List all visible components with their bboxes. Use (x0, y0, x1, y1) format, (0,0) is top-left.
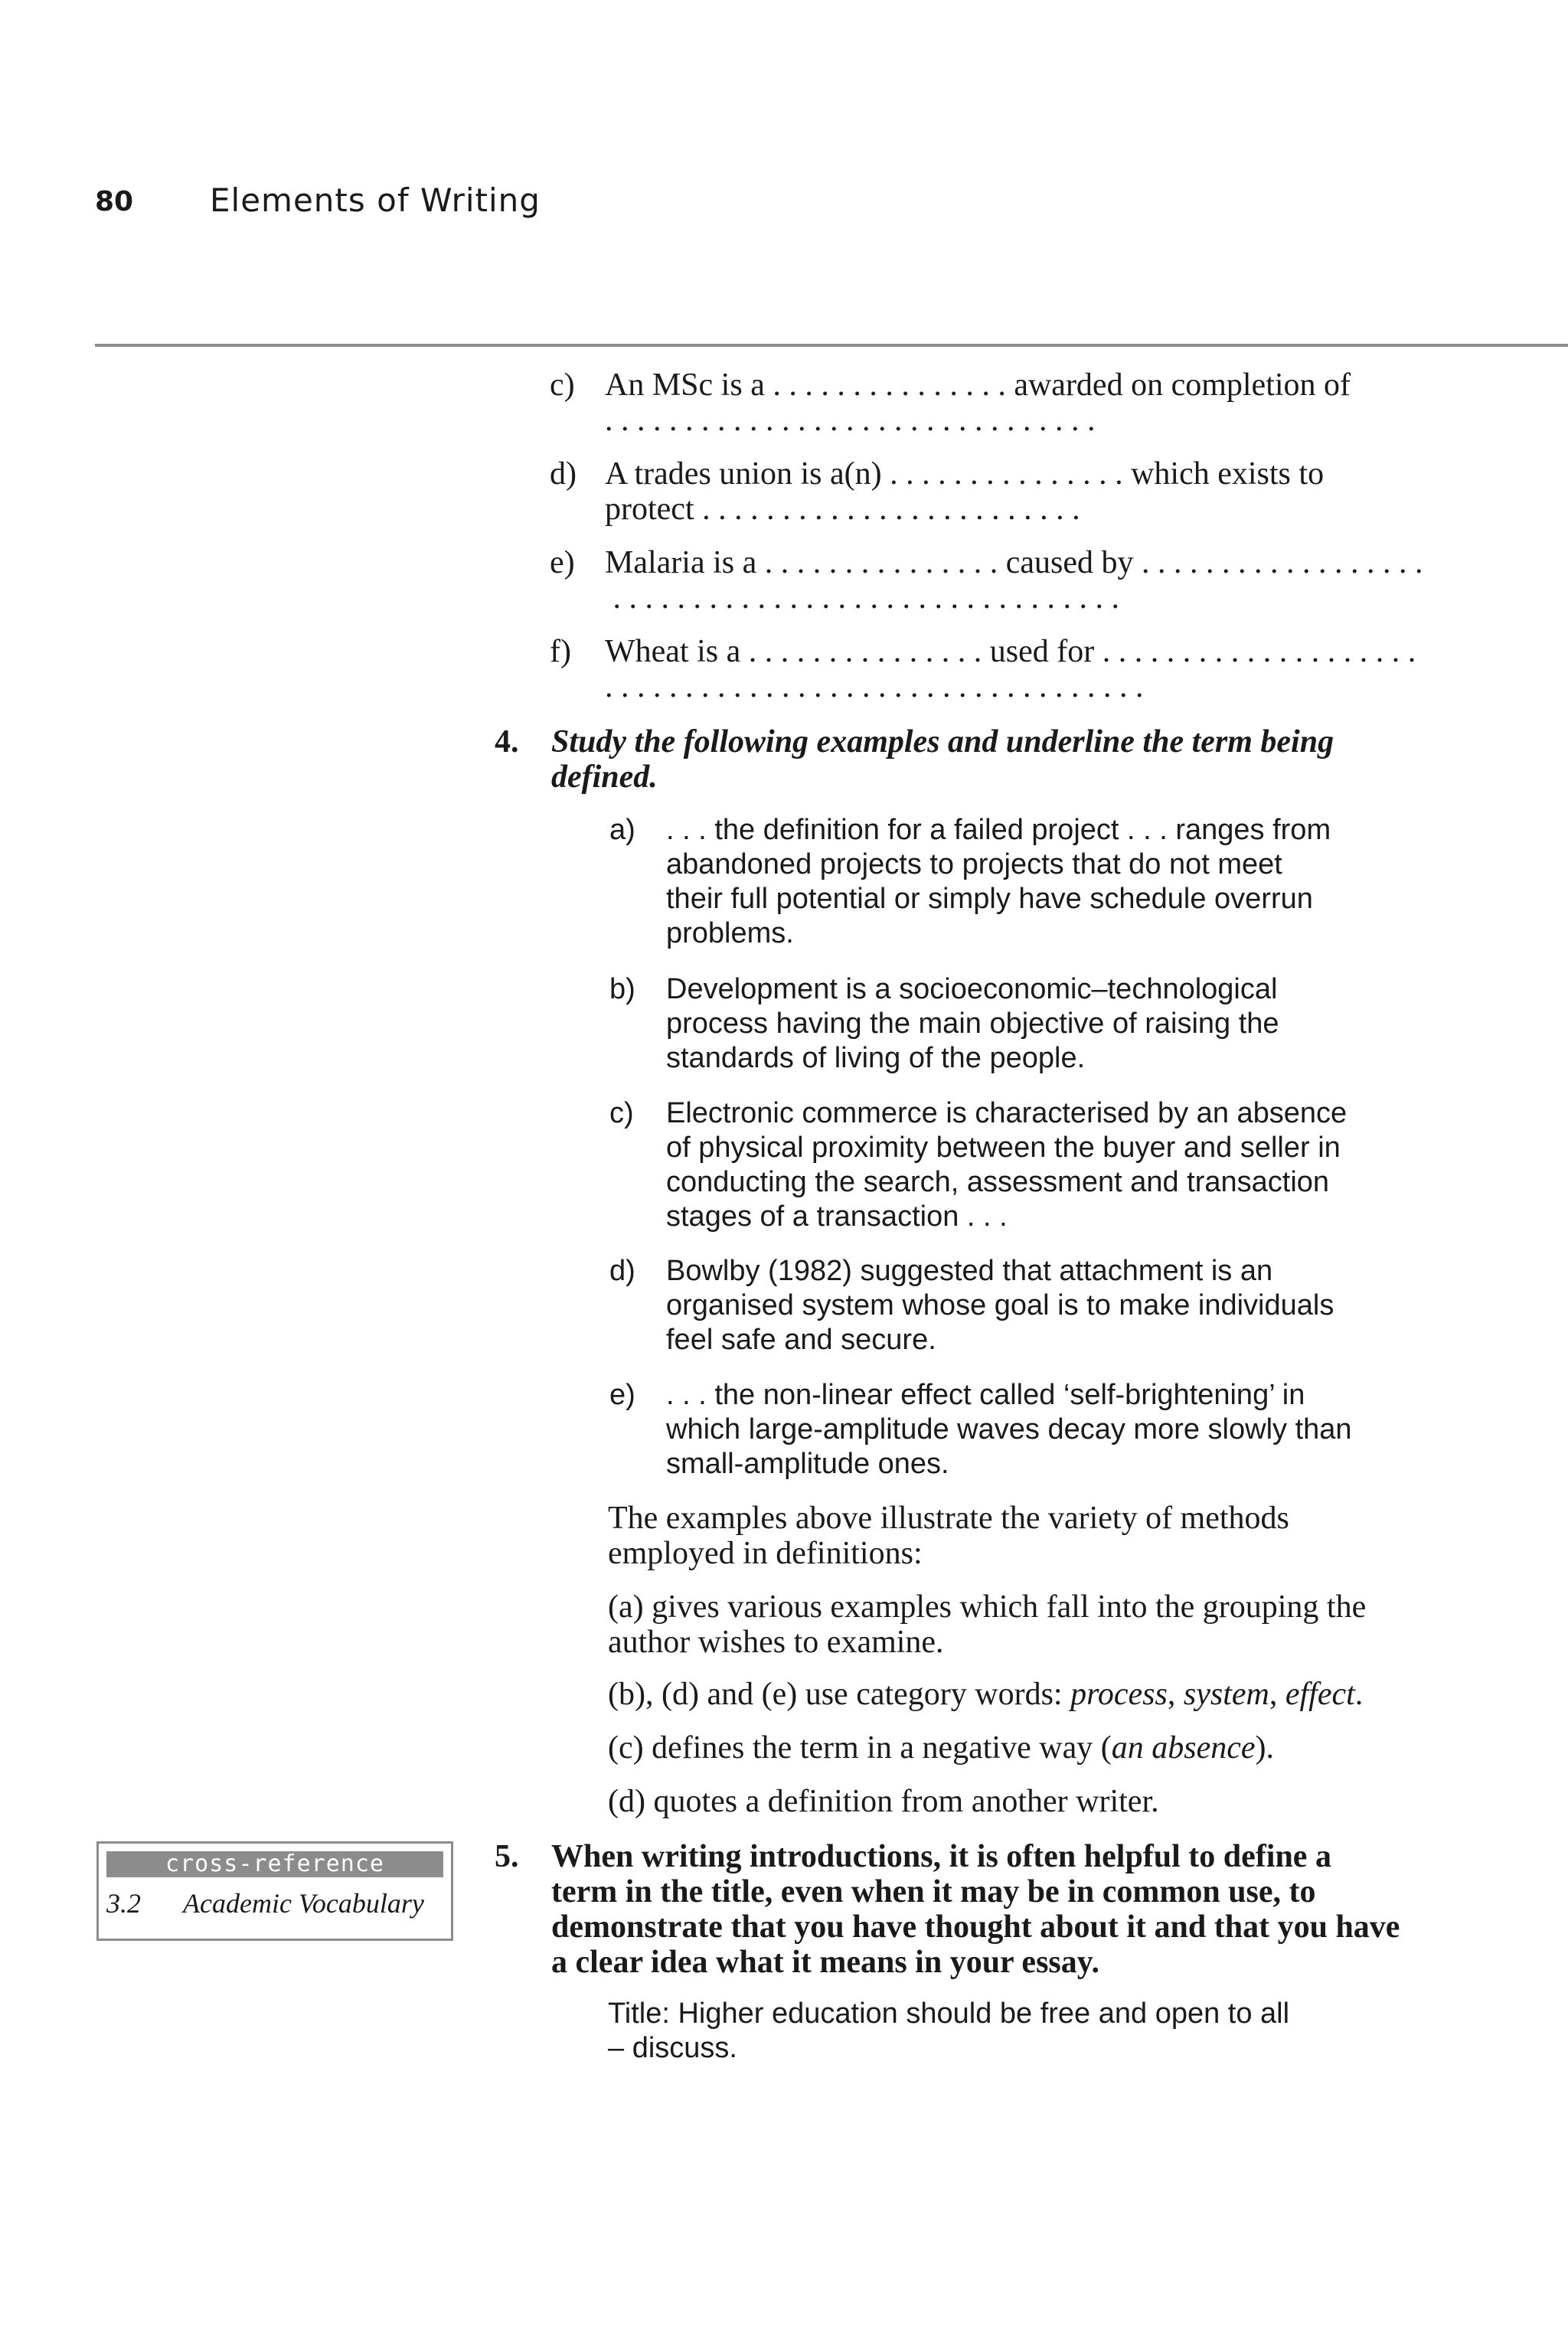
cross-reference-number: 3.2 (106, 1888, 141, 1919)
example-line: abandoned projects to projects that do not meet (666, 848, 1282, 880)
example-line: . . . the non-linear effect called ‘self-brightening’ in (666, 1379, 1305, 1411)
example-label: b) (609, 973, 635, 1005)
commentary-text: (b), (d) and (e) use category words: (608, 1677, 1071, 1712)
commentary-c (608, 1730, 1450, 1766)
category-word-effect: effect (1285, 1677, 1355, 1712)
example-line: . . . the definition for a failed project . . . ranges from (666, 814, 1331, 846)
example-line: standards of living of the people. (666, 1042, 1086, 1074)
example-label: a) (609, 814, 635, 846)
title-example-line: Title: Higher education should be free and open to all (608, 1998, 1290, 2030)
commentary-bde: (b), (d) and (e) use category words: process, system, effect. (608, 1677, 1364, 1712)
title-example (608, 1997, 1412, 2066)
fill-item-line: . . . . . . . . . . . . . . . . . . . . . . . . . . . . . . . (605, 403, 1096, 438)
commentary-italic: an absence (1111, 1730, 1256, 1766)
example-label: c) (609, 1097, 634, 1129)
fill-item-line: protect . . . . . . . . . . . . . . . . . . . . . . . . (605, 492, 1080, 527)
commentary-line: employed in definitions: (608, 1536, 923, 1571)
commentary-line: (a) gives various examples which fall into the grouping the (608, 1589, 1367, 1625)
fill-item-label: f) (550, 634, 571, 669)
commentary-text: ). (1255, 1730, 1274, 1766)
category-word-process: process (1070, 1677, 1168, 1712)
example-line: Bowlby (1982) suggested that attachment is an (666, 1255, 1273, 1287)
example-label: d) (609, 1255, 635, 1287)
question-line: defined. (551, 760, 658, 795)
question-number: 5. (495, 1839, 519, 1874)
example-line: Development is a socioeconomic–technological (666, 973, 1278, 1005)
example-line: Electronic commerce is characterised by an absence (666, 1097, 1348, 1129)
question-line: Study the following examples and underline the term being (551, 724, 1334, 760)
commentary-d (608, 1784, 1450, 1819)
running-head: Elements of Writing (210, 181, 541, 219)
example-line: their full potential or simply have schedule overrun (666, 883, 1313, 915)
fill-item-line: An MSc is a . . . . . . . . . . . . . . . awarded on completion of (605, 368, 1351, 403)
page-number: 80 (95, 186, 134, 217)
cross-reference-box (96, 1841, 453, 1941)
example-line: small-amplitude ones. (666, 1448, 949, 1480)
example-line: process having the main objective of raising the (666, 1008, 1279, 1040)
fill-item-line: Malaria is a . . . . . . . . . . . . . . . caused by . . . . . . . . . . . . . . . . . . (605, 545, 1423, 580)
example-line: organised system whose goal is to make individuals (666, 1289, 1334, 1321)
cross-reference-banner: cross-reference (106, 1851, 443, 1877)
commentary-a (608, 1589, 1450, 1660)
commentary-intro (608, 1501, 1450, 1571)
commentary-line: author wishes to examine. (608, 1625, 944, 1660)
fill-item-line: Wheat is a . . . . . . . . . . . . . . . used for . . . . . . . . . . . . . . . . . . . . (605, 634, 1416, 669)
commentary-text: (d) quotes a definition from another writer. (608, 1784, 1159, 1819)
example-line: feel safe and secure. (666, 1324, 936, 1356)
title-example-line: – discuss. (608, 2032, 737, 2064)
fill-item-label: e) (550, 545, 575, 580)
fill-item-label: c) (550, 368, 575, 403)
question-line: term in the title, even when it may be in common use, to (551, 1874, 1316, 1909)
question-line: demonstrate that you have thought about it and that you have (551, 1909, 1400, 1945)
example-label: e) (609, 1379, 635, 1411)
header-rule (95, 344, 1568, 347)
cross-reference-label: Academic Vocabulary (183, 1888, 424, 1919)
question-line: a clear idea what it means in your essay. (551, 1945, 1099, 1980)
category-word-system: system (1183, 1677, 1269, 1712)
question-line: When writing introductions, it is often helpful to define a (551, 1839, 1331, 1874)
fill-item-line: A trades union is a(n) . . . . . . . . . . . . . . . which exists to (605, 456, 1325, 492)
example-line: which large-amplitude waves decay more slowly than (666, 1413, 1352, 1446)
question-number: 4. (495, 724, 519, 760)
fill-item-line: . . . . . . . . . . . . . . . . . . . . . . . . . . . . . . . . (605, 580, 1119, 616)
fill-item-label: d) (550, 456, 577, 492)
example-line: of physical proximity between the buyer and seller in (666, 1132, 1341, 1164)
example-line: conducting the search, assessment and transaction (666, 1166, 1330, 1198)
example-line: problems. (666, 917, 794, 949)
commentary-line: The examples above illustrate the variety of methods (608, 1501, 1289, 1536)
fill-item-line: . . . . . . . . . . . . . . . . . . . . . . . . . . . . . . . . . . (605, 669, 1144, 704)
example-line: stages of a transaction . . . (666, 1200, 1008, 1233)
commentary-text: (c) defines the term in a negative way ( (608, 1730, 1112, 1766)
